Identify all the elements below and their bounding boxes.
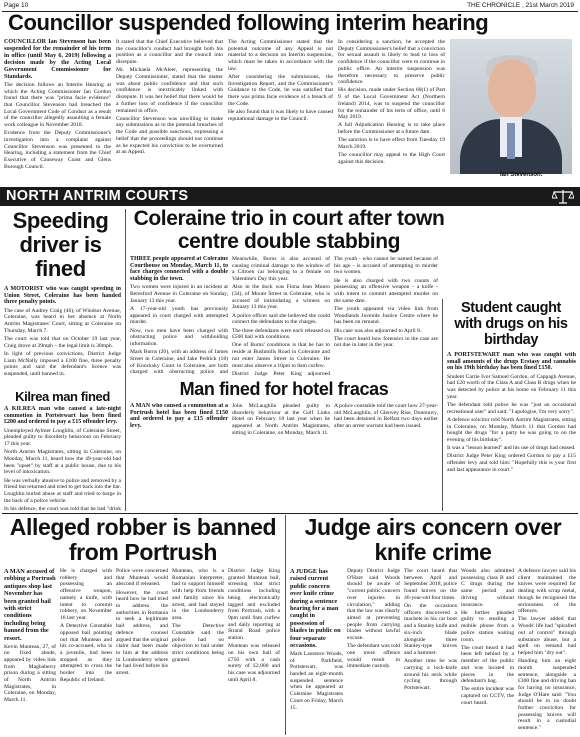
- story7-paragraph: Kevin Muntean, 27, of no fixed abode, appeared by video link from Maghaberry prison during a sitting of North Antrim Magistrates, in Coleraine, on Monday, March 11.: [4, 643, 56, 704]
- story5-headline: Student caught with drugs on his birthday: [454, 300, 568, 348]
- story6-paragraph: A police constable told the court how 27-year-old McLaughlin, of Glenvey Rise, Dunmurry, had been detained in Belfast two days earlier after an arrest warrant had been issued.: [334, 403, 438, 430]
- story7-paragraph: He is charged with robbery and possessing an offensive weapon, namely a knife, with intent to commit robbery, on November 16 last year.: [60, 568, 112, 621]
- story3-paragraph: North Antrim Magistrates, sitting in Coleraine, on Monday, March 11, heard how the 49-year-old had been "upset" by staff at a public house, due to his level of intoxication.: [4, 449, 121, 476]
- story7-paragraph: The Detective Constable said the police had no objection to bail under strict conditions being granted.: [172, 623, 224, 663]
- story4-paragraph: Mark Burns (20), with an address of James Street in Coleraine, and Jake Pedrick (18) of Knocksky Court in Coleraine, are both charged with obstructing police and: [130, 349, 228, 376]
- story7-paragraph: A Detective Constable opposed bail pointing out that Muntean and his co-accused, who is a juvenile, had been stopped as they attempted to cross the border into the Republic of Ireland.: [60, 623, 112, 683]
- story8-intro: A JUDGE has raised current public concern over knife crime during a sentence hearing for a man caught in possession of blades in public on four separate occasions.: [290, 568, 341, 650]
- story4-paragraph: Also in the dock was Fiona Jean Munro (34), of Mount Street in Coleraine, who is accused of intimidating a witness on January 13 this year.: [232, 284, 330, 311]
- story4-headline: Coleraine trio in court after town centre double stabbing: [133, 207, 445, 253]
- story8-paragraph: The court heard it had been left behind by a member of the public and was located in pieces in the defendant's bag.: [461, 644, 514, 685]
- story4-paragraph: Meanwhile, Burns is also accused of causing criminal damage to the window of a Citroen car belonging to a female on Valentine's Day this year.: [232, 256, 330, 283]
- story4-paragraph: The youth appeared via video link from Woodlands Juvenile Justice Centre where he has been on remand.: [334, 305, 438, 326]
- story5-paragraph: The defendant told police he was "just an occasional recreational user" and said: "I apologise, I'm very sorry".: [447, 401, 576, 415]
- column-divider: [125, 209, 126, 511]
- story8-paragraph: Woods also admitted possessing class B and C drugs during the same period and driving without insurance.: [461, 568, 514, 608]
- page-number: Page 10: [4, 2, 29, 9]
- story1-paragraph: A full Adjudication Hearing is to take place before the Commissioner at a future date.: [338, 122, 445, 136]
- photo-caption: Ian Stevenson.: [500, 172, 543, 178]
- story1-paragraph: The Acting Commissioner stated that the potential outcome of any Appeal is not material to a decision on Interim suspension, which must be taken in accordance with the law.: [228, 39, 333, 72]
- column-divider: [285, 515, 286, 735]
- story1-column-4: [338, 39, 445, 187]
- story1-paragraph: Mr. Michaela McAleer, representing the Deputy Commissioner, stated that the matter was about public confidence and that such confidence is inextricably linked with disrepute. It was her belief that there would be a further loss of confidence if the councillor remained in office.: [116, 67, 223, 114]
- story3-paragraph: In his defence, the court was told that he had "drink: [4, 505, 121, 511]
- story4-paragraph: A police officer said she believed she could connect the defendants to the charges.: [232, 312, 330, 326]
- story8-paragraph: Another time he was carrying a lock-knife around his neck while cycling through Portstewart.: [404, 658, 457, 691]
- story8-paragraph: Deputy District Judge O'Hare said Woods should be aware of "current public concern over injuries in circulation," adding that the law was clearly aimed at preventing people from carrying blades without lawful excuse.: [347, 568, 400, 642]
- story1-column-1: [4, 39, 111, 187]
- story8-column-3: [404, 568, 457, 734]
- story1-intro: COUNCILLOR Ian Stevenson has been suspended for the remainder of his term in office (until May 6, 2019) following a decision made by the Acting Local Government Commissioner for Standards.: [4, 39, 111, 80]
- story1-paragraph: Councillor Stevenson was unwilling to make any submissions as to the potential breaches of the Code and possible sanctions, expressing a belief that the proceedings should not continue as he expected his conviction to be overturned at an Appeal.: [116, 115, 223, 156]
- story4-paragraph: Now, two men have been charged with obstructing police and withholding information.: [130, 327, 228, 347]
- story4-paragraph: District Judge Peter King adjourned: [232, 370, 330, 376]
- section-title: NORTH ANTRIM COURTS: [6, 188, 189, 204]
- story8-paragraph: The lawyer added that Woods' life had "spiralled out of control" through substance abuse, but a spell on remand had helped him "dry out".: [518, 616, 576, 656]
- story3-headline: Kilrea man fined: [15, 389, 110, 404]
- story4-intro: THREE people appeared at Coleraine Courthouse on Monday, March 11, to face charges connected with a double stabbing in the town.: [130, 256, 228, 283]
- story7-column-2: [60, 568, 112, 734]
- story1-paragraph: His decision, made under Section 60(1) of Part 9 of the Local Government Act (Northern Ireland) 2014, was to suspend the councillor for the remainder of his term of office, until 6 May 2019.: [338, 87, 445, 121]
- story6-column-2: [232, 403, 330, 509]
- section-banner: [0, 187, 580, 206]
- story8-column-5: [518, 568, 576, 734]
- story4-paragraph: One of Burns' conditions is that he has to reside at Bushmills Road in Coleraine and not enter James Street in Coleraine. He must also observe a 10pm to 8am curfew.: [232, 342, 330, 369]
- story4-paragraph: Two women were injured in an incident at Beresford Avenue in Coleraine on Sunday, January 13 this year.: [130, 284, 228, 304]
- story4-paragraph: He is also charged with two counts of possessing an offensive weapon - a knife - with intent to commit attempted murder on the same date.: [334, 277, 438, 304]
- story7-paragraph: District Judge King granted Muntean bail, stressing that strict conditions including being electronically tagged and excluded from Portrush, with a 9pm until 9am curfew and daily reporting at Strand Road police station.: [228, 568, 280, 642]
- story8-column-2: [347, 568, 400, 734]
- story6-paragraph: John McLaughlin pleaded guilty to disorderly behaviour at the Golf Links Hotel on February 18 last year when he appeared at North Antrim Magistrates, sitting in Coleraine, on Monday, March 11.: [232, 403, 330, 436]
- story5-paragraph: A defence solicitor told North Antrim Magistrates, sitting in Coleraine, on Monday, March 11 that Gordon had bought the drugs "for a party he was going to on the evening of his birthday".: [447, 416, 576, 443]
- story8-paragraph: Mark Laurence Woods, of Parkfield, Portstewart, was handed an eight-month suspended sentence when he appeared at Coleraine Magistrates Court on Friday, March 15.: [290, 650, 343, 711]
- councillor-photo: [450, 39, 572, 174]
- story5-paragraph: District Judge Peter King ordered Gordon to pay a £15 offender levy and told him: "Hopefully this is your first and last appearance in court.": [447, 453, 576, 473]
- story1-column-3: [228, 39, 333, 187]
- story8-column-4: [461, 568, 514, 734]
- story2-body: [4, 286, 121, 386]
- story8-paragraph: He further pleaded guilty to stealing a mobile phone from a police station waiting room.: [461, 609, 514, 643]
- story4-paragraph: The three defendants were each released on £500 bail with conditions.: [232, 327, 330, 341]
- story7-column-3: [116, 568, 168, 734]
- story7-column-4: [172, 568, 224, 734]
- story1-paragraph: He also found that it was likely to have caused reputational damage to the Council.: [228, 109, 333, 122]
- story7-headline: Alleged robber is banned from Portrush: [9, 514, 277, 565]
- story1-paragraph: The councillor may appeal to the High Court against this decision.: [338, 152, 445, 165]
- story3-body: [4, 406, 121, 511]
- story6-headline: Man fined for hotel fracas: [179, 379, 389, 399]
- story8-paragraph: The defendant was told one more offence would result in immediate custody.: [347, 643, 400, 670]
- story3-intro: A KILREA man who caused a late-night commotion in Portstewart has been fined £200 and ordered to pay a £15 offender levy.: [4, 406, 121, 426]
- story8-paragraph: The entire incident was captured on CCTV, the court heard.: [461, 686, 514, 706]
- story2-intro: A MOTORIST who was caught speeding in Union Street, Coleraine has been handed three penalty points.: [4, 286, 121, 306]
- column-divider: [442, 299, 443, 511]
- story7-column-5: [228, 568, 280, 734]
- story6-column-3: [334, 403, 438, 509]
- story8-paragraph: The court heard that between April and September 2018, police found knives on the 46-year-old four times.: [404, 568, 457, 601]
- story6-column-1: [130, 403, 228, 509]
- story5-body: [447, 352, 576, 511]
- story7-column-1: [4, 568, 56, 734]
- story1-paragraph: The sanction is to have effect from Tuesday 19 March 2019.: [338, 137, 445, 151]
- story3-paragraph: He was verbally abusive to police and removed by a friend but returned and tried to get back into the bar. Loughlin hurled abuse at staff and tried to barge in the back of a police vehicle.: [4, 477, 121, 504]
- story4-column-2: [232, 256, 330, 376]
- story4-paragraph: The youth - who cannot be named because of his age - is accused of attempting to murder two women.: [334, 256, 438, 276]
- story1-paragraph: Evidence from the Deputy Commissioner's investigation into a complaint against Councillor Stevenson was presented to the Hearing, including a statement from the Chief Executive of Causeway Coast and Glens Borough Council.: [4, 130, 111, 170]
- story4-paragraph: His case was also adjourned to April 8.: [334, 327, 422, 334]
- publication-dateline: THE CHRONICLE , 21st March 2019: [467, 2, 574, 9]
- story7-paragraph: Muntean was released on his own bail of £750 with a cash surety of £2,000 and his case was adjourned until April 8.: [228, 643, 280, 683]
- story8-paragraph: On the occasions officers discovered a machete in his car boot and a Stanley knife and six-inch blade alongside three Stanley-type knives and a hammer.: [404, 603, 457, 656]
- story5-paragraph: Student Carrie Ivor Samuel Gordon, of Cappagh Avenue, had £20 worth of the Class A and Class B drugs when he was detected by police at his home on February 11 this year.: [447, 373, 576, 400]
- scales-of-justice-icon: [552, 189, 574, 204]
- story1-paragraph: The decision follows an Interim Hearing at which the Acting Commissioner Ian Gordon found that there was "prima facie evidence" that Councillor Stevenson had breached the Local Government Code of Conduct as a result of the councillor allegedly assaulting a female work colleague in November 2018.: [4, 81, 111, 129]
- story8-column-1: [290, 568, 343, 734]
- story1-column-2: [116, 39, 223, 187]
- story8-paragraph: A defence lawyer said his client maintained the knives were required for dealing with scrap metal, though he recognised the seriousness of the offences.: [518, 568, 576, 615]
- story7-paragraph: However, the court heard how he had tried to address the authorities in Romania to seek a legitimate bail address, and defence counsel argued that the original claim had been made to him at the address in Londonderry where he had lived before his arrest.: [116, 589, 168, 677]
- story8-paragraph: Handing him an eight month suspended sentence, alongside a £300 fine and driving ban for having no insurance, Judge O'Hare said: "You should be in no doubt further conviction for possessing knives will result in a custodial sentence.": [518, 658, 576, 732]
- story2-paragraph: The case of Audrey Craig (46), of Windsor Avenue, Coleraine, was heard in her absence at North Antrim Magistrates' Court, sitting at Coleraine on Thursday, March 7.: [4, 307, 121, 334]
- story4-column-3: [334, 256, 438, 376]
- story5-paragraph: It was a "lesson learned" and his use of drugs had ceased.: [447, 445, 576, 452]
- story7-paragraph: Muntean, who is a Romanian interpreter, had to support himself with help from friends and family since his arrest, and had stayed in the Londonderry area.: [172, 568, 224, 621]
- story4-column-1: [130, 256, 228, 376]
- story5-intro: A PORTSTEWART man who was caught with small amounts of the drugs Ecstasy and cannabis on his 19th birthday has been fined £150.: [447, 352, 576, 372]
- story2-paragraph: In light of previous convictions, District Judge Liam McNally imposed a £100 fine, three penalty points and said the defendant's licence was suspended, until banned in.: [4, 350, 121, 377]
- story8-headline: Judge airs concern over knife crime: [304, 514, 562, 565]
- story7-intro: A MAN accused of robbing a Portrush antiques shop last November has been granted bail with strict conditions including being banned from the resort.: [4, 568, 56, 642]
- story1-paragraph: In considering a sanction, he accepted the Deputy Commissioner's belief that a conviction for sexual assault is likely to lead to loss of confidence if the councillor were to continue in public office. An interim suspension was therefore necessary to preserve public confidence.: [338, 39, 445, 86]
- story7-paragraph: Police were concerned that Muntean would abscond if released.: [116, 568, 168, 588]
- story3-paragraph: Unemployed Aylmer Loughlin, of Coleraine Street, pleaded guilty to disorderly behaviour on February 17 this year.: [4, 427, 121, 448]
- story1-paragraph: It stated that the Chief Executive believed that the councillor's conduct had brought both his position as a councillor and the council into disrepute.: [116, 39, 223, 66]
- story4-paragraph: A 17-year-old youth has previously appeared in court charged with attempted murder.: [130, 305, 228, 326]
- story1-paragraph: After considering the submissions, the Investigation Report, and the Commissioner's Guidance to the Code, he was satisfied that there was prima facie evidence of a breach of the Code.: [228, 74, 333, 107]
- story1-headline: Councillor suspended following interim hearing: [8, 10, 489, 35]
- story2-paragraph: The court was told that on October 19 last year, Craig drove at 39mph – the legal limit is 30mph.: [4, 335, 121, 349]
- story6-intro: A MAN who caused a commotion at a Portrush hotel has been fined £150 and ordered to pay a £15 offender levy.: [130, 403, 228, 430]
- story2-headline: Speeding driver is fined: [12, 208, 109, 281]
- story4-paragraph: The court heard how forensics in the case are not due in later in the year.: [334, 335, 438, 349]
